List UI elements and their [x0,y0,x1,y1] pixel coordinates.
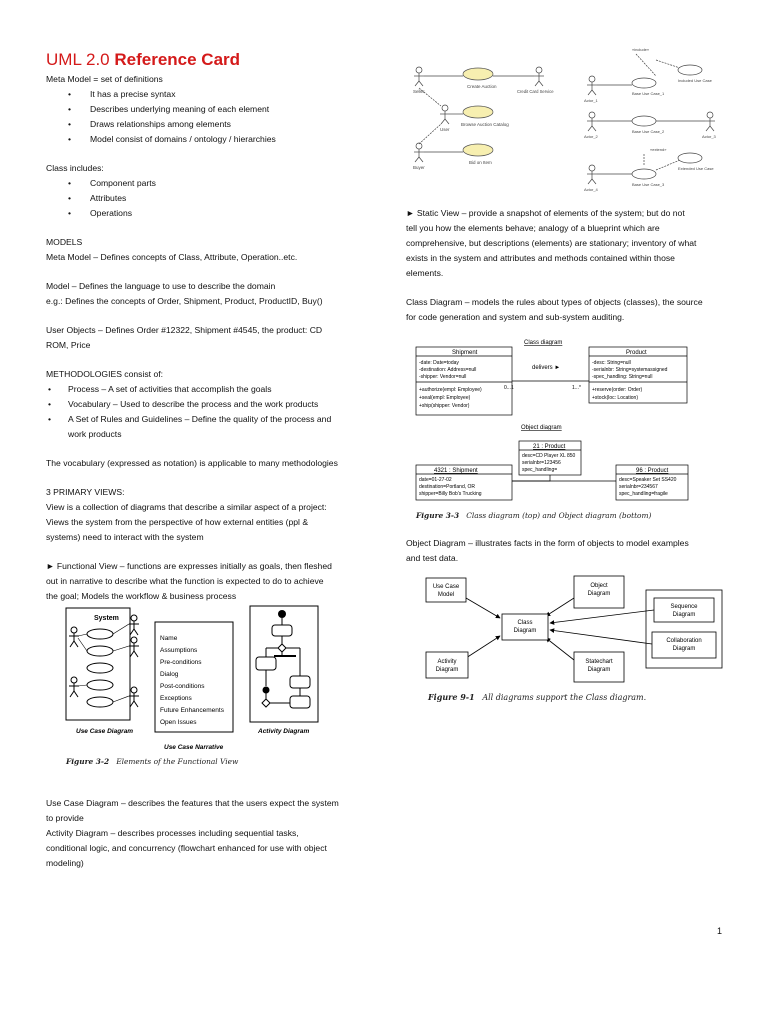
auction-use-case-diagram [405,62,560,177]
list-item: • Vocabulary – Used to describe the process and the work products [46,397,366,412]
methodologies-heading: METHODOLOGIES consist of: [46,369,163,379]
actor-label: Actor_2 [584,134,598,139]
object-link [512,475,550,481]
right-static-text [406,206,738,325]
system-label: System [94,615,119,622]
object-name: 4321 : Shipment [434,468,478,474]
multiplicity-label: 0...1 [504,385,514,391]
stereotype-label: «extend» [650,147,667,152]
figure-9-1 [424,570,724,685]
figure-3-2-caption [66,757,238,766]
actor-icon [534,67,544,86]
class-diagram-def: for code generation and system and sub-system auditing. [406,312,625,322]
functional-view-text: ► Functional View – functions are expresses initially as goals, then fleshed [46,561,332,571]
object-name: 96 : Product [636,468,669,474]
caption-text: All diagrams support the Class diagram. [482,693,647,702]
list-item: • Component parts [46,176,366,191]
page-number: 1 [717,926,723,936]
activity-node [290,676,310,688]
activity-diagram-def: modeling) [46,858,84,868]
use-case-oval [87,629,113,639]
use-case-diagram-def: Use Case Diagram – describes the features that the users expect the system [46,798,339,808]
figure-9-1-caption [428,692,646,702]
use-case-label: Create Auction [467,84,497,89]
list-item-continued: work products [68,429,122,439]
use-case-label: Browse Auction Catalog [461,122,509,127]
shipment-class [416,347,512,415]
narrative-item: Pre-conditions [160,659,202,666]
class-op: +stock(loc: Location) [592,395,638,401]
list-item: • Operations [46,206,366,221]
model-example: e.g.: Defines the concepts of Order, Shipment, Product, ProductID, Buy() [46,296,323,306]
class-attr: -shipper: Vendor=null [419,374,467,380]
actor-label: Seller [413,89,425,94]
box-label: Sequence [670,604,698,610]
class-name: Product [626,350,647,356]
box-label: Diagram [587,667,611,673]
static-view-text: elements. [406,268,444,278]
title-prefix: UML 2.0 [46,50,110,69]
box-label: Diagram [435,667,459,673]
class-diagram-label: Class diagram [524,340,563,346]
caption-number: Figure 9-1 [428,692,475,702]
merge-node [263,687,270,694]
class-attr: -desc: String=null [592,360,631,366]
class-op: +reserve(order: Order) [592,387,643,393]
figure-3-3 [414,335,694,510]
object-diagram-def: and test data. [406,553,459,563]
figure-3-3-caption [416,511,651,520]
narrative-item: Name [160,635,178,642]
use-case-diagram-def: to provide [46,813,84,823]
box-label: Use Case [432,584,460,590]
object-attr: destination=Portland, OR [419,484,476,490]
box-label: Diagram [672,612,696,618]
label-use-case-narrative: Use Case Narrative [164,744,224,751]
narrative-item: Exceptions [160,695,192,702]
functional-view-text: the goal; Models the workflow & business process [46,591,237,601]
stereotype-label: «include» [632,47,650,52]
figure-3-2 [60,600,360,775]
use-case-oval [87,663,113,673]
object-name: 21 : Product [533,444,566,450]
start-node [278,610,286,618]
meta-model-def: Meta Model = set of definitions [46,74,163,84]
diagram-box-activity [426,652,468,678]
object-attr: spec_handling= [522,467,558,473]
caption-text: Class diagram (top) and Object diagram (bottom) [466,511,652,520]
box-label: Statechart [585,659,613,665]
use-case-oval [463,106,493,118]
box-label: Diagram [513,628,537,634]
association-label: delivers ► [532,365,561,371]
actor-icon [440,105,450,124]
narrative-item: Post-conditions [160,683,205,690]
box-label: Activity [437,659,457,665]
activity-diagram-def: conditional logic, and concurrency (flowchart enhanced for use with object [46,843,327,853]
views-text: systems) need to interact with the system [46,532,204,542]
box-label: Diagram [672,646,696,652]
use-case-oval [632,116,656,126]
use-case-label: Included Use Case [678,78,712,83]
use-case-oval [463,144,493,156]
box-label: Collaboration [666,638,702,644]
multiplicity-label: 1...* [572,385,581,391]
static-view-text: comprehensive, but descriptions (elements) are stationary; inventory of what [406,238,697,248]
box-label: Class [517,620,533,626]
list-item: • A Set of Rules and Guidelines – Define the quality of the process and [46,412,366,427]
box-label: Object [590,583,608,589]
object-attr: desc=Speaker Set SS420 [619,477,677,483]
actor-label: Actor_1 [584,98,598,103]
left-column [46,72,366,604]
object-attr: spec_handling=fragile [619,491,668,497]
include-extend-diagram [580,42,730,192]
class-includes-heading: Class includes: [46,163,104,173]
page-title [46,50,240,70]
class-attr: -serialnbr: String=systemassigned [592,367,668,373]
models-heading: MODELS [46,237,83,247]
use-case-label: Extended Use Case [678,166,714,171]
diagram-box-collaboration [652,632,716,658]
activity-node [256,657,276,670]
list-item: • Model consist of domains / ontology / hierarchies [46,132,366,147]
diagram-box-class [502,614,548,640]
object-21-product [519,441,581,475]
actor-icon [414,143,424,162]
actor-icon [414,67,424,86]
vocabulary-note: The vocabulary (expressed as notation) is applicable to many methodologies [46,458,338,468]
caption-number: Figure 3-3 [416,511,460,520]
class-attr: -destination: Address=null [419,367,477,373]
left-bottom-text [46,796,366,871]
list-item: • Draws relationships among elements [46,117,366,132]
object-4321-shipment [416,465,512,500]
class-op: +seal(empl: Employee) [419,395,471,401]
actor-label: Actor_3 [702,134,716,139]
activity-node [290,696,310,708]
narrative-item: Open Issues [160,719,197,726]
class-attr: -spec_handling: String=null [592,374,653,380]
actor-icon [587,76,597,95]
views-heading: 3 PRIMARY VIEWS: [46,487,125,497]
static-view-text: exists in the system and attributes and methods contained within those [406,253,675,263]
caption-text: Elements of the Functional View [116,757,239,766]
use-case-label: Bid on Item [469,160,492,165]
use-case-label: Base Use Case_1 [632,91,665,96]
product-class [589,347,687,403]
object-attr: serialnbr=123456 [522,460,561,466]
list-item: • Process – A set of activities that accomplish the goals [46,382,366,397]
actor-icon [587,165,597,184]
object-96-product [616,465,688,500]
class-op: +authorize(empl: Employee) [419,387,482,393]
model-definition: Model – Defines the language to use to describe the domain [46,281,276,291]
use-case-oval [87,646,113,656]
use-case-label: Base Use Case_2 [632,129,665,134]
class-op: +ship(shipper: Vendor) [419,403,470,409]
narrative-item: Assumptions [160,647,198,654]
actor-label: Credit Card Service [517,89,554,94]
object-attr: desc=CD Player XL 850 [522,453,576,459]
caption-number: Figure 3-2 [66,757,110,766]
user-objects-definition: User Objects – Defines Order #12322, Shipment #4545, the product: CD [46,325,323,335]
actor-icon [587,112,597,131]
class-name: Shipment [452,350,478,356]
diagram-box-sequence [654,598,714,622]
views-text: View is a collection of diagrams that describe a similar aspect of a project: [46,502,327,512]
object-attr: date=01-27-02 [419,477,452,483]
use-case-oval [87,680,113,690]
object-attr: serialnbr=234567 [619,484,658,490]
label-activity-diagram: Activity Diagram [258,728,310,735]
use-case-oval [632,169,656,179]
class-attr: -date: Date=today [419,360,459,366]
narrative-item: Future Enhancements [160,707,224,714]
label-use-case-diagram: Use Case Diagram [76,728,134,735]
use-case-oval [632,78,656,88]
views-text: Views the system from the perspective of how external entities (ppl & [46,517,309,527]
object-diagram-def: Object Diagram – illustrates facts in the form of objects to model examples [406,538,689,548]
activity-diagram-def: Activity Diagram – describes processes including sequential tasks, [46,828,299,838]
use-case-oval [463,68,493,80]
list-item: • Describes underlying meaning of each element [46,102,366,117]
diagram-box-usecase [426,578,466,602]
activity-node [272,625,292,636]
object-diagram-label: Object diagram [521,425,562,431]
list-item: • It has a precise syntax [46,87,366,102]
functional-view-text: out in narrative to describe what the function is expected to do to achieve [46,576,324,586]
actor-label: User [440,127,450,132]
list-item: • Attributes [46,191,366,206]
use-case-label: Base Use Case_3 [632,182,665,187]
object-attr: shipper=Billy Bob's Trucking [419,491,482,497]
box-label: Model [437,592,455,598]
use-case-oval [87,697,113,707]
user-objects-continued: ROM, Price [46,340,91,350]
use-case-oval [678,153,702,163]
class-diagram-def: Class Diagram – models the rules about types of objects (classes), the source [406,297,703,307]
object-diagram-text [406,536,738,566]
static-view-text: ► Static View – provide a snapshot of elements of the system; but do not [406,208,685,218]
box-label: Diagram [587,591,611,597]
meta-model-definition: Meta Model – Defines concepts of Class, Attribute, Operation..etc. [46,252,298,262]
actor-icon [705,112,715,131]
narrative-item: Dialog [160,671,179,678]
title-main: Reference Card [114,50,241,69]
use-case-oval [678,65,702,75]
static-view-text: tell you how the elements behave; analogy of a blueprint which are [406,223,660,233]
actor-label: Actor_4 [584,187,598,192]
actor-label: Buyer [413,165,425,170]
